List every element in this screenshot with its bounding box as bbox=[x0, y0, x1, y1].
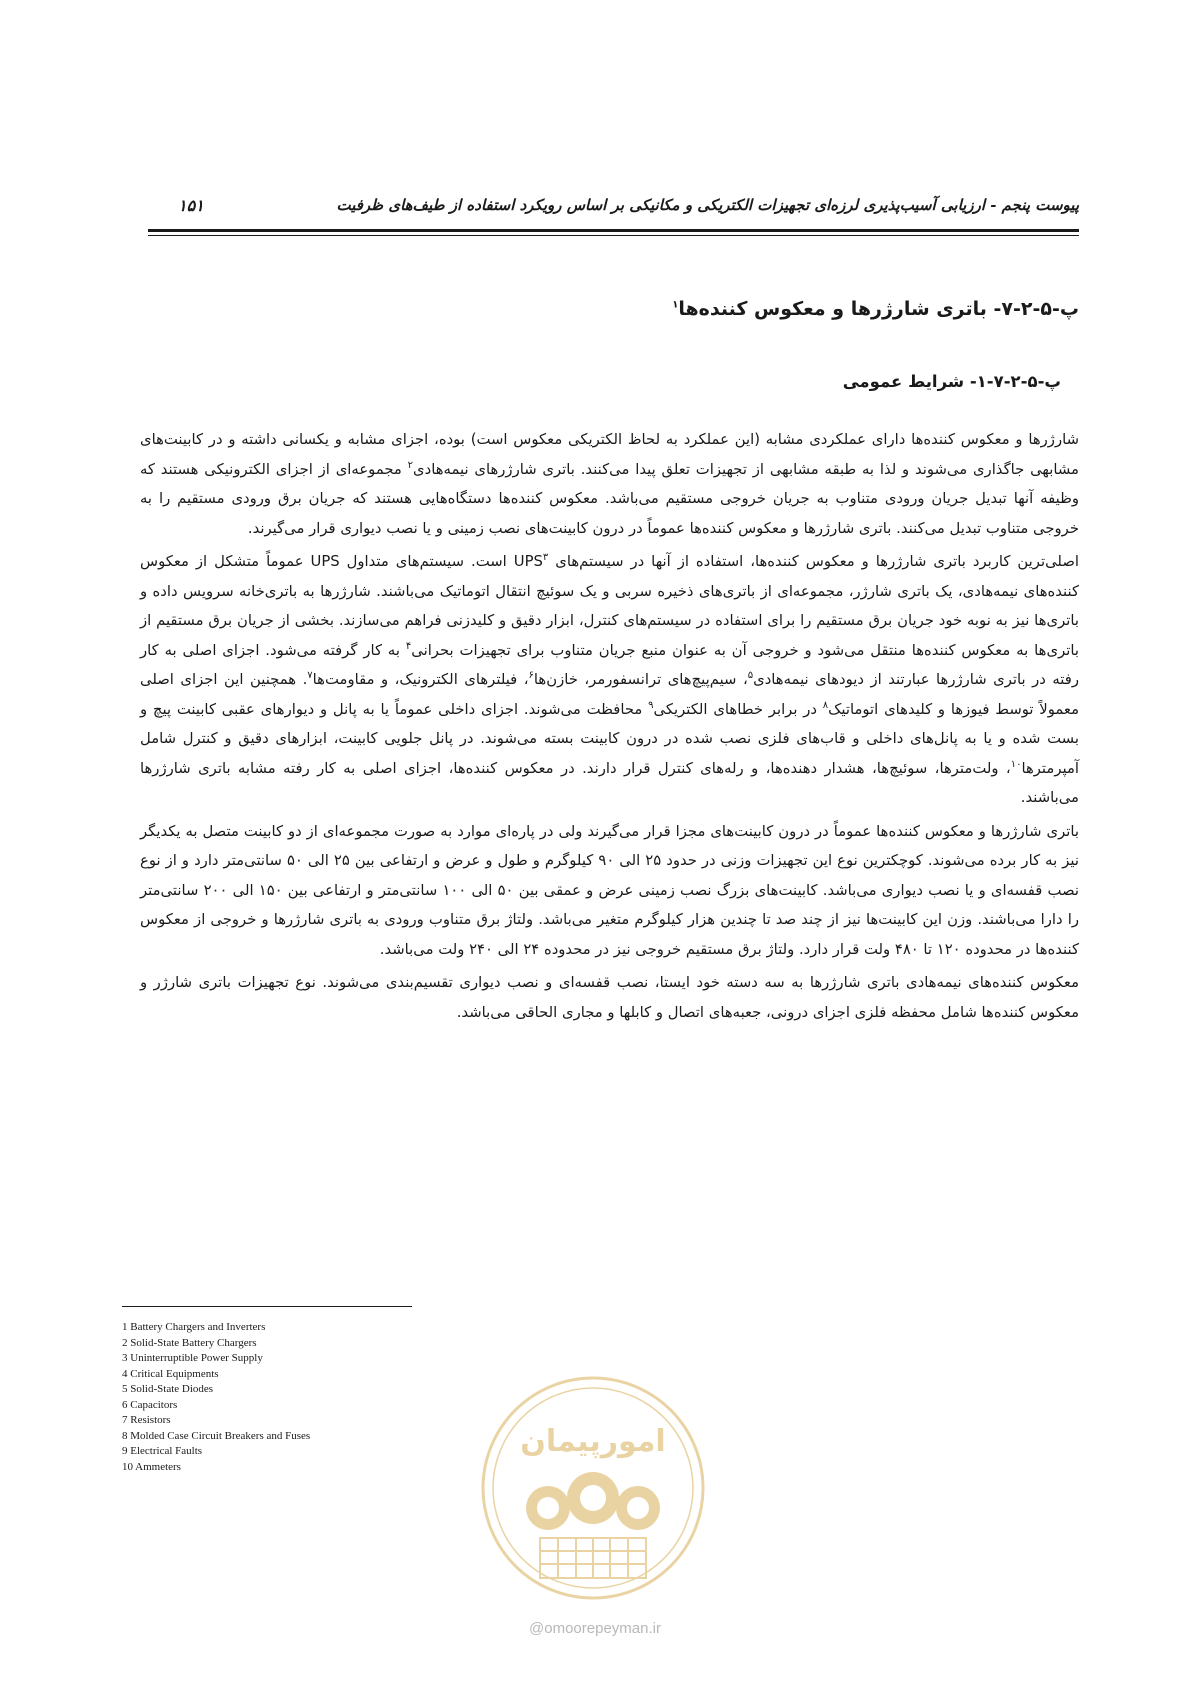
paragraph-3: باتری شارژرها و معکوس کننده‌ها عموماً در درون کابینت‌های مجزا قرار می‌گیرند ولی در پاره‌ای موارد به صورت مجموعه‌ای از دو کابینت متصل به یکدیگر نیز به کار برده می‌شوند. کوچکترین نوع این تجهیزات وزنی در حدود ۲۵ الی ۹۰ کیلوگرم و طول و عرض و ارتفاعی بین ۲۵ الی ۵۰ سانتی‌متر دارد و از نوع نصب قفسه‌ای و یا نصب دیواری می‌باشد. کابینت‌های بزرگ نصب زمینی عرض و عمقی بین ۵۰ الی ۱۰۰ سانتی‌متر و ارتفاعی بین ۱۵۰ الی ۲۰۰ سانتی‌متر را دارا می‌باشند. وزن این کابینت‌ها نیز از چند صد تا چندین هزار کیلوگرم متغیر می‌باشد. ولتاژ برق متناوب ورودی به باتری شارژرها و خروجی از معکوس کننده‌ها در محدوده ۱۲۰ تا ۴۸۰ ولت قرار دارد. ولتاژ برق مستقیم خروجی نیز در محدوده ۲۴ الی ۲۴۰ ولت می‌باشد. bbox=[140, 822, 1079, 958]
footnote-ref: ۱۰ bbox=[1010, 758, 1022, 770]
text-run: محافظت می‌شوند. اجزای داخلی عموماً یا به پانل و دیوارهای عقبی کابینت پیچ و بست شده و یا به پانل‌های داخلی و قاب‌های فلزی نصب شده در درون کابینت بسته می‌شوند. در پانل جلویی کابینت، ابزارهای دقیق و کنترل شامل آمپرمترها bbox=[140, 700, 1079, 777]
text-run: ، فیلترهای الکترونیک، و مقاومت‌ها bbox=[312, 671, 529, 688]
text-run: است. سیستم‌های متداول UPS عموماً متشکل از معکوس کننده‌های نیمه‌هادی، یک باتری شارژر، مجموعه‌ای از باتری‌های ذخیره سربی و یک سوئیچ انتقال اتوماتیک می‌باشند. شارژرها به باتری‌خانه سرویس داده و باتری‌ها نیز به نوبه خود جریان برق مستقیم را برای استفاده در سیستم‌های کنترل، ابزار دقیق و کلیدزنی فراهم می‌سازند. بخشی از جریان برق مستقیم از باتری‌ها به معکوس کننده‌ها منتقل می‌شود و خروجی آن به عنوان منبع جریان متناوب برای تجهیزات بحرانی bbox=[140, 553, 1079, 659]
footnote-item: 7 Resistors bbox=[122, 1414, 171, 1426]
footnote-ref: ۵ bbox=[747, 670, 754, 682]
footnote-ref: ۲ bbox=[407, 459, 414, 471]
text-run: ، سیم‌پیچ‌های ترانسفورمر، خازن‌ها bbox=[533, 671, 748, 688]
footnote-item: 8 Molded Case Circuit Breakers and Fuses bbox=[122, 1429, 311, 1442]
running-header bbox=[148, 196, 1079, 224]
body-text bbox=[140, 425, 1079, 1031]
watermark-url: @omoorepeyman.ir bbox=[529, 1620, 661, 1637]
paragraph-4: معکوس کننده‌های نیمه‌هادی باتری شارژرها به سه دسته خود ایستا، نصب قفسه‌ای و نصب دیواری تقسیم‌بندی می‌شوند. نوع تجهیزات باتری شارژر و معکوس کننده‌ها شامل محفظه فلزی اجزای درونی، جعبه‌های اتصال و کابلها و مجاری الحاقی می‌باشد. bbox=[140, 974, 1079, 1021]
footnote-item: 5 Solid-State Diodes bbox=[122, 1383, 214, 1395]
watermark-logo bbox=[478, 1373, 708, 1603]
text-run: اصلی‌ترین کاربرد باتری شارژرها و معکوس کننده‌ها، استفاده از آنها در سیستم‌های UPS bbox=[513, 553, 1079, 570]
footnote-item: 3 Uninterruptible Power Supply bbox=[122, 1352, 263, 1364]
text-run: . همچنین این اجزای اصلی معمولاً توسط فیوزها و کلیدهای اتوماتیک bbox=[140, 671, 1079, 718]
text-run: شارژرها و معکوس کننده‌ها دارای عملکردی مشابه (این عملکرد به لحاظ الکتریکی معکوس است) بوده، اجزای مشابه و یکسانی داشته و در کابینت‌های مشابهی جاگذاری می‌شوند و لذا به طبقه مشابهی از تجهیزات تعلق پیدا می‌کنند. باتری شارژرهای نیمه‌هادی bbox=[140, 431, 1079, 478]
footnote-ref: ۶ bbox=[528, 670, 534, 682]
text-run: در برابر خطاهای الکتریکی bbox=[653, 700, 823, 718]
footnote-ref: ۸ bbox=[822, 699, 829, 711]
subsection-heading: پ-۵-۲-۷-۱- شرایط عمومی bbox=[842, 372, 1061, 391]
footnote-item: 6 Capacitors bbox=[122, 1398, 178, 1411]
header-rule-thick bbox=[148, 229, 1079, 232]
footnote-item: 10 Ammeters bbox=[122, 1460, 181, 1473]
watermark-logo-text: امورپیمان bbox=[520, 1424, 666, 1459]
header-rule-thin bbox=[148, 235, 1079, 236]
footnote-ref: ۴ bbox=[405, 640, 412, 652]
footnote-ref: ۷ bbox=[307, 670, 313, 682]
footnote-item: 9 Electrical Faults bbox=[122, 1445, 203, 1457]
section-heading bbox=[672, 298, 1079, 320]
running-title: پیوست پنجم - ارزیابی آسیب‌پذیری لرزه‌ای تجهیزات الکتریکی و مکانیکی بر اساس رویکرد استفاده از طیف‌های ظرفیت bbox=[336, 196, 1079, 214]
section-title: پ-۵-۲-۷- باتری شارژرها و معکوس کننده‌ها bbox=[678, 298, 1079, 320]
text-run: به کار گرفته می‌شود. اجزای اصلی به کار رفته در باتری شارژرها عبارتند از دیودهای نیمه‌هادی bbox=[140, 641, 1079, 688]
section-footnote-ref: ۱ bbox=[672, 299, 679, 311]
footnotes-list bbox=[122, 1320, 310, 1475]
footnote-item: 4 Critical Equipments bbox=[122, 1367, 219, 1380]
paragraph-1 bbox=[140, 425, 1079, 543]
footnote-item: 2 Solid-State Battery Chargers bbox=[122, 1336, 257, 1349]
paragraph-2 bbox=[140, 547, 1079, 813]
footnote-item: 1 Battery Chargers and Inverters bbox=[122, 1321, 266, 1333]
footnote-ref: ۳ bbox=[542, 552, 549, 564]
footnote-ref: ۹ bbox=[648, 699, 654, 711]
text-run: مجموعه‌ای از اجزای الکترونیکی هستند که وظیفه آنها تبدیل جریان ورودی متناوب به جریان خروجی مستقیم می‌باشد. معکوس کننده‌ها دستگاه‌هایی هستند که جریان برق ورودی مستقیم را به خروجی متناوب تبدیل می‌کنند. باتری شارژرها و معکوس کننده‌ها عموماً در درون کابینت‌های نصب زمینی و یا نصب دیواری قرار می‌گیرند. bbox=[140, 460, 1079, 537]
text-run: ، ولت‌مترها، سوئیچ‌ها، هشدار دهنده‌ها، و رله‌های کنترل قرار دارند. در معکوس کننده‌ها، اجزای اصلی به کار رفته مشابه باتری شارژرها می‌باشند. bbox=[140, 759, 1079, 806]
footnote-rule bbox=[122, 1306, 412, 1307]
page-number: ۱۵۱ bbox=[178, 196, 204, 215]
